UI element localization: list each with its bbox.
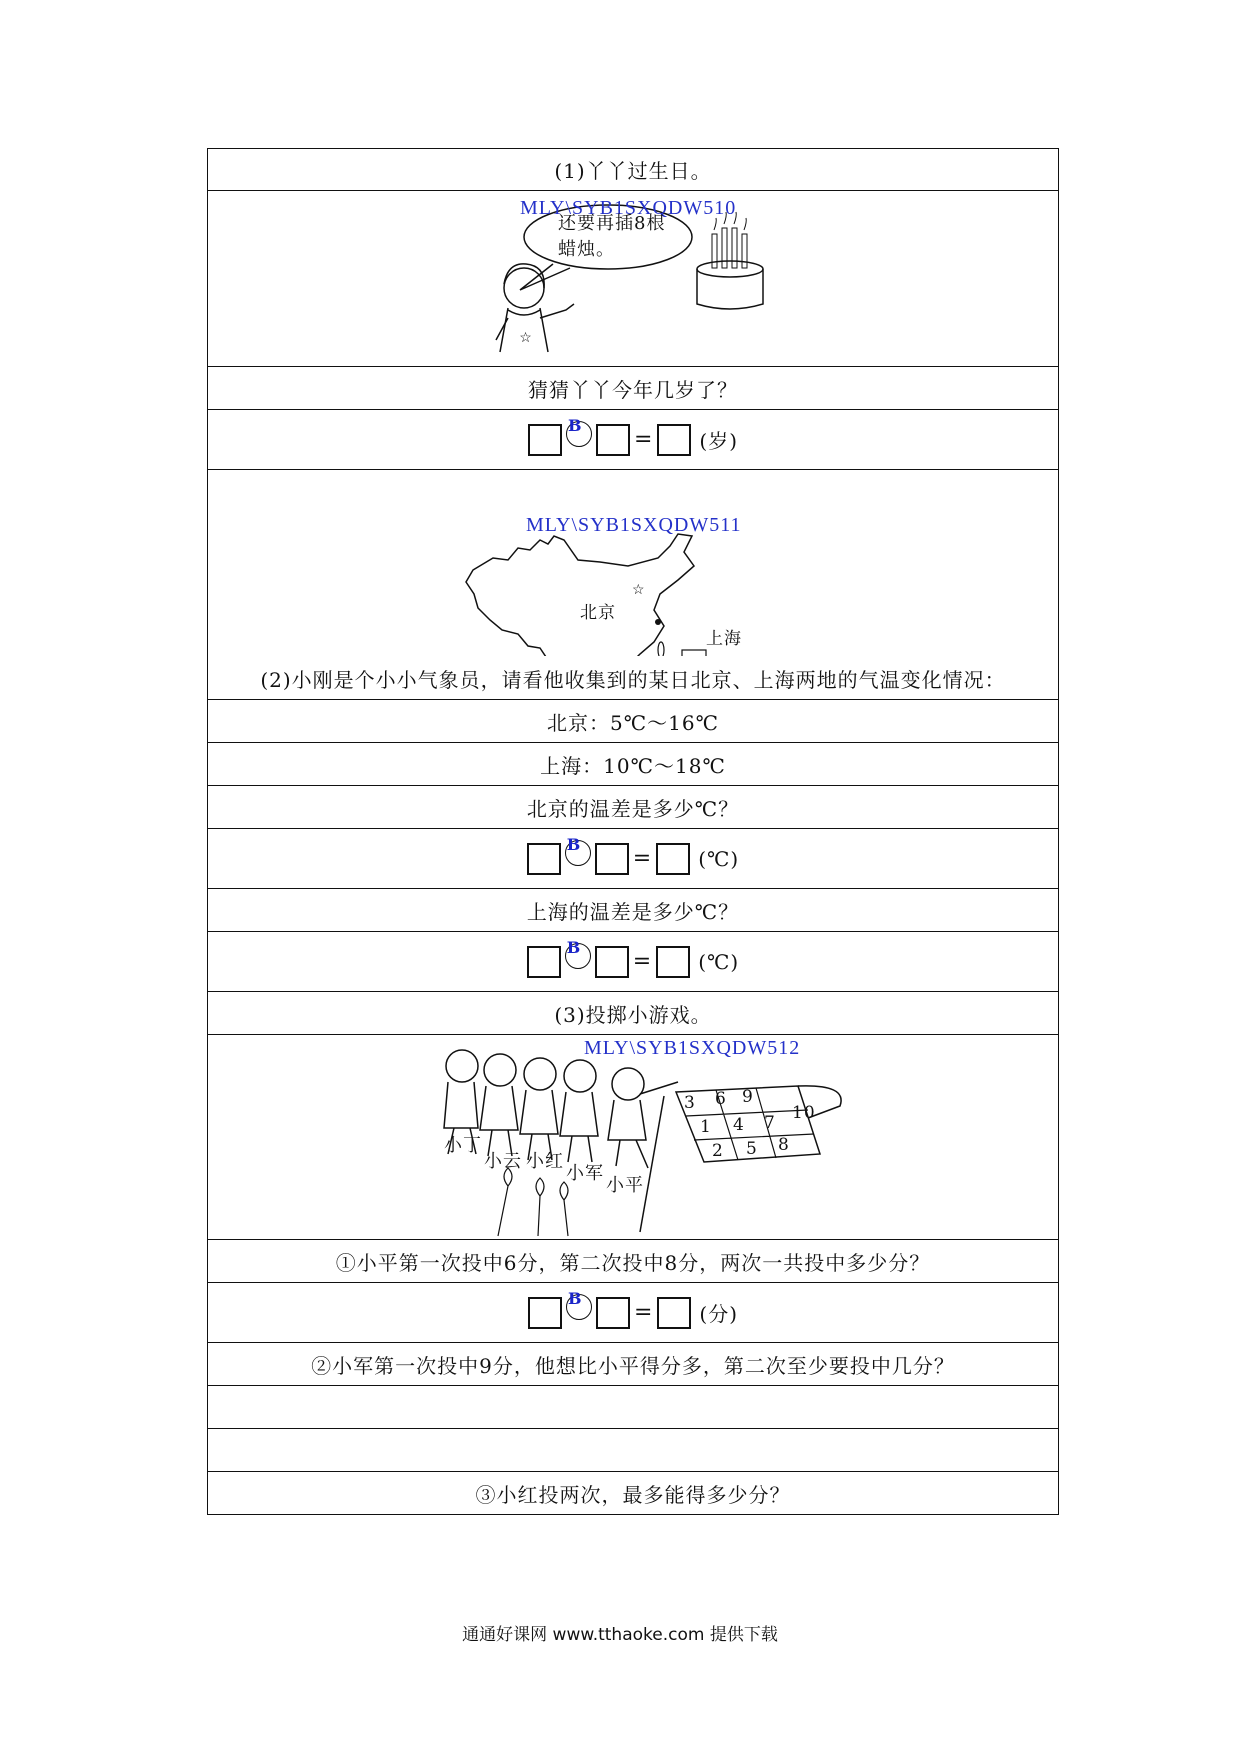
answer-box[interactable] xyxy=(528,1297,562,1329)
kid-name-xiaoping: 小平 xyxy=(606,1175,644,1196)
section1-question-row xyxy=(207,367,1059,410)
shanghai-question: 上海的温差是多少℃？ xyxy=(526,899,740,924)
image-code-510: MLY\SYB1SXQDW510 xyxy=(520,197,737,219)
equation-age xyxy=(528,415,739,456)
kid-name-xiaohong: 小红 xyxy=(526,1151,564,1172)
section2-intro: (2)小刚是个小小气象员，请看他收集到的某日北京、上海两地的气温变化情况： xyxy=(260,668,1006,692)
beijing-question-row xyxy=(207,786,1059,829)
q1-equation-row xyxy=(207,1283,1059,1343)
answer-box[interactable] xyxy=(527,946,561,978)
grid-number: 7 xyxy=(764,1113,776,1133)
equals-sign: = xyxy=(632,846,653,871)
question-3: ③小红投两次，最多能得多少分？ xyxy=(475,1482,791,1507)
operator-circle[interactable]: B xyxy=(566,421,592,447)
shanghai-temp: 上海：10℃～18℃ xyxy=(540,753,726,778)
answer-box[interactable] xyxy=(595,946,629,978)
game-image-row xyxy=(207,1035,1059,1240)
equals-sign: = xyxy=(632,949,653,974)
grid-number: 1 xyxy=(700,1117,712,1137)
worksheet-table xyxy=(207,148,1059,1515)
throwing-game-illustration xyxy=(208,1036,1058,1239)
unit-label: (岁) xyxy=(699,429,739,453)
answer-box[interactable] xyxy=(657,424,691,456)
answer-box[interactable] xyxy=(596,1297,630,1329)
china-map-illustration xyxy=(208,470,1058,656)
svg-text:☆: ☆ xyxy=(632,582,646,598)
unit-label: (℃) xyxy=(698,949,740,974)
beijing-temp: 北京：5℃～16℃ xyxy=(547,710,719,735)
kid-name-xiaoyun: 小云 xyxy=(484,1151,522,1172)
map-label-shanghai: 上海 xyxy=(706,629,742,649)
image-code-511: MLY\SYB1SXQDW511 xyxy=(526,514,742,536)
kid-name-xiaojun: 小军 xyxy=(566,1163,604,1184)
beijing-question: 北京的温差是多少℃？ xyxy=(526,796,740,821)
operator-circle[interactable]: B xyxy=(566,1294,592,1320)
q1-row xyxy=(207,1240,1059,1283)
answer-blank-row[interactable] xyxy=(207,1386,1059,1429)
page-footer: 通通好课网 www.tthaoke.com 提供下载 xyxy=(462,1625,778,1645)
answer-box[interactable] xyxy=(596,424,630,456)
shanghai-temp-row xyxy=(207,743,1059,786)
answer-box[interactable] xyxy=(656,946,690,978)
shanghai-equation-row xyxy=(207,932,1059,992)
unit-label: (分) xyxy=(699,1302,739,1326)
grid-number: 10 xyxy=(792,1103,816,1123)
grid-number: 9 xyxy=(742,1087,754,1107)
grid-number: 4 xyxy=(733,1115,745,1135)
equals-sign: = xyxy=(633,1300,654,1325)
speech-bubble-text: 还要再插8根蜡烛。 xyxy=(558,213,666,260)
map-label-beijing: 北京 xyxy=(580,603,616,623)
equation-score xyxy=(528,1288,739,1329)
section1-title: (1)丫丫过生日。 xyxy=(554,159,712,183)
answer-box[interactable] xyxy=(527,843,561,875)
section1-question: 猜猜丫丫今年几岁了？ xyxy=(528,377,738,402)
answer-blank-row[interactable] xyxy=(207,1429,1059,1472)
section3-title: (3)投掷小游戏。 xyxy=(554,1002,712,1027)
map-image-row xyxy=(207,470,1059,700)
beijing-equation-row xyxy=(207,829,1059,889)
unit-label: (℃) xyxy=(698,846,740,871)
birthday-image-row xyxy=(207,191,1059,367)
operator-circle[interactable]: B xyxy=(565,943,591,969)
grid-number: 8 xyxy=(778,1135,790,1155)
grid-number: 2 xyxy=(712,1141,724,1161)
equals-sign: = xyxy=(633,427,654,452)
question-1: ①小平第一次投中6分，第二次投中8分，两次一共投中多少分？ xyxy=(335,1250,931,1275)
grid-number: 3 xyxy=(684,1093,696,1113)
operator-circle[interactable]: B xyxy=(565,840,591,866)
equation-beijing xyxy=(527,834,740,875)
q3-row xyxy=(207,1472,1059,1515)
svg-text:☆: ☆ xyxy=(519,329,533,346)
section3-title-row xyxy=(207,992,1059,1035)
equation-shanghai xyxy=(527,937,740,978)
answer-box[interactable] xyxy=(657,1297,691,1329)
q2-row xyxy=(207,1343,1059,1386)
beijing-temp-row xyxy=(207,700,1059,743)
answer-box[interactable] xyxy=(595,843,629,875)
section1-title-row xyxy=(207,148,1059,191)
grid-number: 5 xyxy=(746,1139,758,1159)
section1-equation-row xyxy=(207,410,1059,470)
answer-box[interactable] xyxy=(656,843,690,875)
question-2: ②小军第一次投中9分，他想比小平得分多，第二次至少要投中几分？ xyxy=(311,1353,955,1378)
grid-number: 6 xyxy=(715,1089,727,1109)
image-code-512: MLY\SYB1SXQDW512 xyxy=(584,1037,801,1059)
kid-name-xiaoding: 小丁 xyxy=(444,1135,482,1156)
shanghai-question-row xyxy=(207,889,1059,932)
answer-box[interactable] xyxy=(528,424,562,456)
